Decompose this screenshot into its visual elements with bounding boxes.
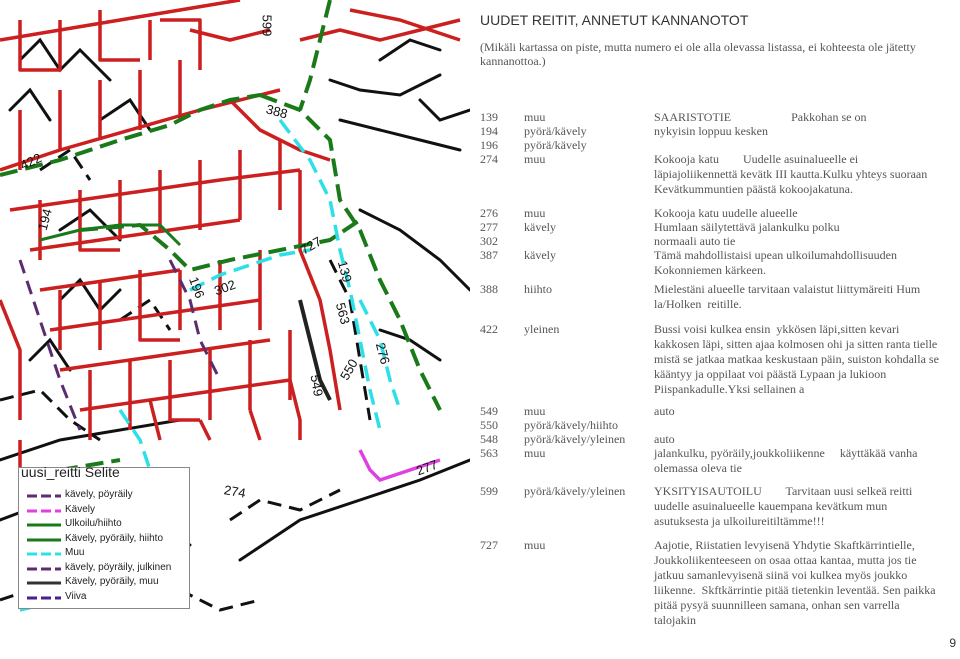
entry-num: 277 [480, 220, 498, 234]
legend-item [19, 547, 189, 561]
map-label-549: 549 [307, 373, 327, 398]
map-label-196: 196 [186, 274, 208, 301]
legend-item [19, 533, 189, 547]
legend-swatch [27, 491, 61, 501]
legend-swatch [27, 506, 61, 516]
legend-label: Kävely, pyöräily, muu [65, 576, 159, 587]
map-label-274: 274 [222, 482, 247, 501]
entry-type: muu [524, 206, 546, 220]
legend-swatch [27, 578, 61, 588]
legend-label: kävely, pöyräily, julkinen [65, 561, 172, 573]
legend-item [19, 518, 189, 532]
entry-desc: normaali auto tie [654, 234, 736, 248]
route-map [0, 0, 470, 654]
entry-type: hiihto [524, 282, 553, 296]
entry-num: 563 [480, 446, 498, 460]
map-legend [18, 464, 190, 609]
map-label-302: 302 [212, 276, 238, 299]
entry-desc: Kokooja katu uudelle alueelle [654, 206, 798, 220]
legend-label: kävely, pöyräily [65, 489, 133, 500]
legend-item [19, 576, 189, 590]
entry-desc: Mielestäni alueelle tarvitaan valaistut liittymäreiti Hum la/Holken reitille. [654, 282, 924, 311]
entry-num: 196 [480, 138, 498, 152]
entry-type: muu [524, 446, 546, 460]
map-label-599: 599 [259, 14, 275, 37]
entry-num: 139 [480, 110, 498, 124]
doc-title: UUDET REITIT, ANNETUT KANNANOTOT [480, 12, 749, 28]
entry-desc: YKSITYISAUTOILU Tarvitaan uusi selkeä reitti uudelle asuinalueelle kauempana kevätkum mun asutuksesta ja ulkoilureitiltämme!!! [654, 484, 916, 528]
entry-desc: SAARISTOTIE Pakkohan se on [654, 110, 867, 124]
entry-num: 387 [480, 248, 498, 262]
map-label-550: 550 [336, 356, 361, 383]
entry-type: pyörä/kävely/yleinen [524, 484, 626, 498]
page-number: 9 [949, 636, 956, 650]
legend-swatch [27, 564, 61, 574]
entry-type: pyörä/kävely [524, 124, 587, 138]
entry-type: pyörä/kävely/yleinen [524, 432, 626, 446]
entry-desc: auto [654, 432, 675, 446]
legend-label: Ulkoilu/hiihto [65, 518, 122, 529]
entry-desc: nykyisin loppuu kesken [654, 124, 768, 138]
entry-desc: Aajotie, Riistatien levyisenä Yhdytie Skaftkärrintielle, Joukkoliikenteeseen on osaa ottaa kantaa, mutta jos tie jatkuu samanlevyisenä siinä voi kulkea myös joukko liikenne. Skftkärrintie pitää tietenkin leventää. Sen paikka pitää pysyä suunnilleen samana, onhan sen varrella talojakin [654, 538, 939, 627]
legend-label: Kävely [65, 503, 96, 515]
entry-num: 388 [480, 282, 498, 296]
entry-type: muu [524, 152, 546, 166]
entry-type: kävely [524, 248, 556, 262]
legend-label: Kävely, pyöräily, hiihto [65, 532, 164, 544]
entry-num: 548 [480, 432, 498, 446]
legend-swatch [27, 535, 61, 545]
entry-num: 422 [480, 322, 498, 336]
document-panel [480, 0, 950, 654]
entry-num: 274 [480, 152, 498, 166]
legend-label: Viiva [65, 590, 87, 602]
map-label-422: 422 [17, 150, 44, 173]
entry-num: 276 [480, 206, 498, 220]
map-label-194: 194 [34, 207, 55, 232]
map-label-727: 727 [297, 233, 324, 258]
entry-type: kävely [524, 220, 556, 234]
entry-desc: jalankulku, pyöräily,joukkoliikenne käyttäkää vanha olemassa oleva tie [654, 446, 921, 475]
entry-type: pyörä/kävely/hiihto [524, 418, 618, 432]
legend-item [19, 489, 189, 503]
map-label-277: 277 [414, 456, 440, 479]
legend-swatch [27, 520, 61, 530]
entry-type: muu [524, 538, 546, 552]
doc-note: (Mikäli kartassa on piste, mutta numero ei ole alla olevassa listassa, ei kohteesta ole jätetty kannanottoa.) [480, 40, 916, 68]
legend-swatch [27, 549, 61, 559]
entry-desc: Kokooja katu Uudelle asuinalueelle ei läpiajoliikennettä kevätk III kautta.Kulku yhteys suoraan Kevätkummuntien päästä kokoojakatuna. [654, 152, 931, 196]
entry-desc: Bussi voisi kulkea ensin ykkösen läpi,sitten kevari kakkosen läpi, sitten ajaa kolmosen ohi ja sitten ranta tielle mistä se jatkaa matkaa keskustaan päin, suiston kohdalla se kääntyy ja oppilaat voi päästä Lypaan ja lukioon Piispankadulle.Yksi sellainen a [654, 322, 942, 396]
legend-item [19, 504, 189, 518]
entry-desc: Humlaan säilytettävä jalankulku polku [654, 220, 840, 234]
entry-type: yleinen [524, 322, 560, 336]
legend-swatch [27, 593, 61, 603]
entry-desc: auto [654, 404, 675, 418]
entry-num: 549 [480, 404, 498, 418]
map-label-563: 563 [332, 301, 353, 326]
entry-num: 194 [480, 124, 498, 138]
map-label-276: 276 [372, 341, 393, 366]
entry-type: muu [524, 404, 546, 418]
entry-type: muu [524, 110, 546, 124]
entry-type: pyörä/kävely [524, 138, 587, 152]
legend-item [19, 591, 189, 605]
legend-item [19, 562, 189, 576]
legend-title: uusi_reitti Selite [21, 464, 120, 480]
map-label-388: 388 [264, 101, 290, 122]
entry-num: 727 [480, 538, 498, 552]
entry-desc: Tämä mahdollistaisi upean ulkoilumahdollisuuden Kokonniemen kärkeen. [654, 248, 900, 277]
legend-label: Muu [65, 547, 85, 558]
entry-num: 599 [480, 484, 498, 498]
map-label-139: 139 [334, 259, 355, 284]
entry-num: 302 [480, 234, 498, 248]
entry-num: 550 [480, 418, 498, 432]
